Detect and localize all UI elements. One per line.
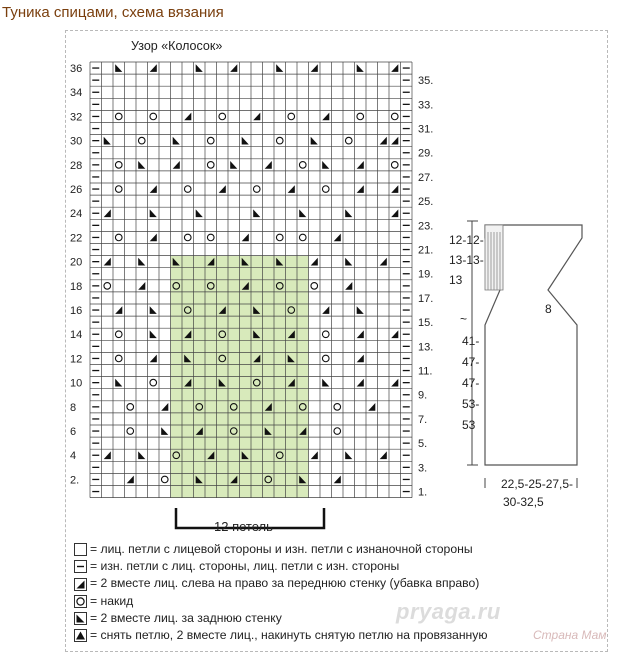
right-decrease-mark (150, 64, 157, 72)
right-decrease-mark (127, 476, 134, 484)
yarn-over-mark (334, 428, 341, 435)
row-number-right: 9. (418, 389, 428, 402)
row-number-right: 35. (418, 75, 434, 88)
schematic-bottom-2: 30-32,5 (503, 495, 544, 509)
legend-row (74, 593, 602, 610)
yarn-over-mark (207, 162, 214, 169)
right-decrease-mark (173, 161, 180, 169)
right-decrease-mark (357, 161, 364, 169)
row-number-right: 5. (418, 438, 428, 451)
yarn-over-mark (115, 113, 122, 120)
right-decrease-mark (150, 355, 157, 363)
row-number-right: 21. (418, 244, 434, 257)
left-decrease-mark (104, 137, 111, 145)
right-decrease-mark (253, 113, 260, 121)
right-decrease-mark (184, 113, 191, 121)
right-decrease-mark (104, 258, 111, 266)
left-decrease-mark (161, 427, 168, 435)
right-decrease-mark (380, 258, 387, 266)
schematic-bottom-1: 22,5-25-27,5- (501, 477, 574, 491)
right-decrease-mark (265, 161, 272, 169)
left-decrease-mark (276, 64, 283, 72)
right-decrease-mark (322, 113, 329, 121)
left-decrease-mark (150, 209, 157, 217)
row-number-right: 27. (418, 171, 434, 184)
right-decrease-mark (357, 379, 364, 387)
yarn-over-mark (299, 234, 306, 241)
row-number-right: 33. (418, 99, 434, 112)
right-decrease-mark (311, 258, 318, 266)
legend-text: = накид (90, 593, 134, 608)
row-number-right: 23. (418, 220, 434, 233)
yarn-over-mark (184, 186, 191, 193)
yarn-over-mark (253, 186, 260, 193)
left-decrease-mark (253, 209, 260, 217)
row-number-left: 18 (70, 280, 83, 293)
row-number-left: 12 (70, 353, 83, 366)
right-decrease-mark (104, 209, 111, 217)
row-number-left: 36 (70, 63, 83, 75)
left-decrease-mark (345, 209, 352, 217)
right-decrease-mark (345, 282, 352, 290)
row-number-left: 20 (70, 256, 83, 269)
right-decrease-mark (334, 476, 341, 484)
yarn-over-mark (311, 283, 318, 290)
row-number-left: 10 (70, 377, 83, 390)
row-number-left: 22 (70, 232, 83, 245)
yarn-over-mark (391, 113, 398, 120)
right-decrease-mark (334, 234, 341, 242)
right-decrease-mark (357, 330, 364, 338)
empty-square-icon (74, 543, 87, 556)
row-number-left: 14 (70, 329, 83, 342)
row-number-left: 28 (70, 159, 83, 172)
row-number-left: 30 (70, 135, 83, 148)
right-decrease-mark (368, 403, 375, 411)
right-decrease-mark (357, 185, 364, 193)
schematic-left-3: 47- (462, 355, 480, 369)
row-number-left: 24 (70, 208, 83, 221)
yarn-over-mark (150, 379, 157, 386)
left-decrease-mark (138, 451, 145, 459)
left-decrease-mark (115, 64, 122, 72)
schematic-left-5: 53- (462, 397, 480, 411)
left-triangle-icon (74, 612, 87, 625)
right-decrease-mark (138, 282, 145, 290)
right-decrease-mark (391, 64, 398, 72)
legend-row (74, 627, 602, 644)
right-decrease-mark (391, 379, 398, 387)
repeat-label: 12 петель (214, 519, 273, 534)
right-decrease-mark (311, 64, 318, 72)
left-decrease-mark (345, 451, 352, 459)
right-decrease-mark (380, 451, 387, 459)
yarn-over-mark (391, 162, 398, 169)
right-triangle-icon (74, 578, 87, 591)
left-decrease-mark (173, 137, 180, 145)
left-decrease-mark (345, 258, 352, 266)
yarn-over-mark (357, 113, 364, 120)
yarn-over-mark (127, 428, 134, 435)
right-decrease-mark (288, 185, 295, 193)
yarn-over-mark (161, 476, 168, 483)
legend-text: = 2 вместе лиц. слева на право за переднюю стенку (убавка вправо) (90, 576, 480, 591)
watermark-2: Страна Мам (533, 628, 607, 642)
yarn-over-mark (288, 113, 295, 120)
schematic-left-6: 53 (462, 418, 476, 432)
schematic-left-2: 41- (462, 334, 480, 348)
row-number-left: 16 (70, 305, 83, 317)
left-decrease-mark (311, 137, 318, 145)
row-number-left: 8 (70, 401, 77, 414)
schematic-top-2: 13-13- (449, 253, 484, 267)
left-decrease-mark (299, 209, 306, 217)
yarn-over-mark (115, 331, 122, 338)
right-decrease-mark (391, 209, 398, 217)
right-decrease-mark (391, 330, 398, 338)
row-number-left: 4 (70, 450, 77, 463)
row-number-right: 19. (418, 268, 434, 281)
pass-over-icon (74, 629, 87, 642)
legend-text: = снять петлю, 2 вместе лиц., накинуть снятую петлю на провязанную (90, 628, 488, 643)
row-number-right: 29. (418, 147, 434, 160)
left-decrease-mark (357, 64, 364, 72)
left-decrease-mark (196, 209, 203, 217)
row-number-right: 1. (418, 486, 428, 499)
right-decrease-mark (219, 185, 226, 193)
legend-row (74, 575, 602, 592)
row-number-left: 26 (70, 184, 83, 196)
yarn-over-mark (207, 137, 214, 144)
left-decrease-mark (150, 306, 157, 314)
right-decrease-mark (115, 306, 122, 314)
left-decrease-mark (322, 161, 329, 169)
row-number-right: 13. (418, 341, 434, 354)
yarn-over-mark (115, 355, 122, 362)
yarn-over-mark (322, 186, 329, 193)
left-decrease-mark (138, 161, 145, 169)
left-decrease-mark (230, 161, 237, 169)
row-number-left: 2. (70, 474, 80, 487)
yarn-over-mark (345, 137, 352, 144)
right-decrease-mark (230, 64, 237, 72)
row-number-right: 3. (418, 462, 428, 475)
legend-text: = лиц. петли с лицевой стороны и изн. петли с изнаночной стороны (90, 542, 473, 556)
yarn-over-mark (299, 162, 306, 169)
row-number-right: 25. (418, 196, 434, 209)
dash-icon (74, 560, 87, 573)
left-decrease-mark (242, 137, 249, 145)
left-decrease-mark (138, 258, 145, 266)
right-decrease-mark (150, 234, 157, 242)
right-decrease-mark (322, 306, 329, 314)
watermark: pryaga.ru (396, 599, 501, 624)
yarn-over-mark (104, 283, 111, 290)
yarn-over-mark (115, 162, 122, 169)
left-decrease-mark (150, 330, 157, 338)
legend-row (74, 610, 602, 627)
yarn-over-mark (115, 186, 122, 193)
right-decrease-mark (311, 451, 318, 459)
yarn-over-mark (322, 355, 329, 362)
row-number-right: 15. (418, 317, 434, 330)
yarn-over-mark (150, 113, 157, 120)
yarn-over-mark (219, 113, 226, 120)
left-decrease-mark (115, 379, 122, 387)
yarn-over-mark (207, 234, 214, 241)
schematic-mid: 8 (545, 302, 552, 316)
legend-row (74, 541, 602, 558)
yarn-over-mark (115, 234, 122, 241)
yarn-over-mark (334, 404, 341, 411)
schematic-left-4: 47- (462, 376, 480, 390)
yarn-over-mark (276, 137, 283, 144)
right-decrease-mark (391, 185, 398, 193)
right-decrease-mark (161, 403, 168, 411)
right-decrease-mark (150, 185, 157, 193)
legend-row (74, 558, 602, 575)
row-number-left: 6 (70, 426, 77, 438)
page-title: Туника спицами, схема вязания (2, 4, 224, 21)
left-decrease-mark (196, 64, 203, 72)
right-decrease-mark (380, 137, 387, 145)
left-decrease-mark (322, 379, 329, 387)
legend-text: = изн. петли с лиц. стороны, лиц. петли с изн. стороны (90, 559, 400, 574)
right-decrease-mark (242, 234, 249, 242)
schematic-left-1: ~ (460, 312, 468, 326)
row-number-right: 31. (418, 123, 434, 136)
right-decrease-mark (357, 355, 364, 363)
row-number-right: 7. (418, 413, 428, 426)
yarn-over-mark (138, 137, 145, 144)
yarn-over-icon (74, 595, 87, 608)
row-number-left: 34 (70, 87, 83, 100)
yarn-over-mark (127, 404, 134, 411)
schematic-top-1: 12-12- (449, 233, 484, 247)
schematic-top-3: 13 (449, 273, 463, 287)
pattern-title: Узор «Колосок» (131, 39, 223, 53)
row-number-left: 32 (70, 111, 83, 124)
right-decrease-mark (104, 451, 111, 459)
yarn-over-mark (276, 234, 283, 241)
legend (74, 541, 602, 644)
right-decrease-mark (391, 137, 398, 145)
left-decrease-mark (357, 306, 364, 314)
garment-schematic (449, 221, 582, 509)
yarn-over-mark (184, 234, 191, 241)
row-number-right: 17. (418, 292, 434, 305)
legend-text: = 2 вместе лиц. за заднюю стенку (90, 610, 282, 625)
row-number-right: 11. (418, 365, 433, 378)
yarn-over-mark (322, 331, 329, 338)
